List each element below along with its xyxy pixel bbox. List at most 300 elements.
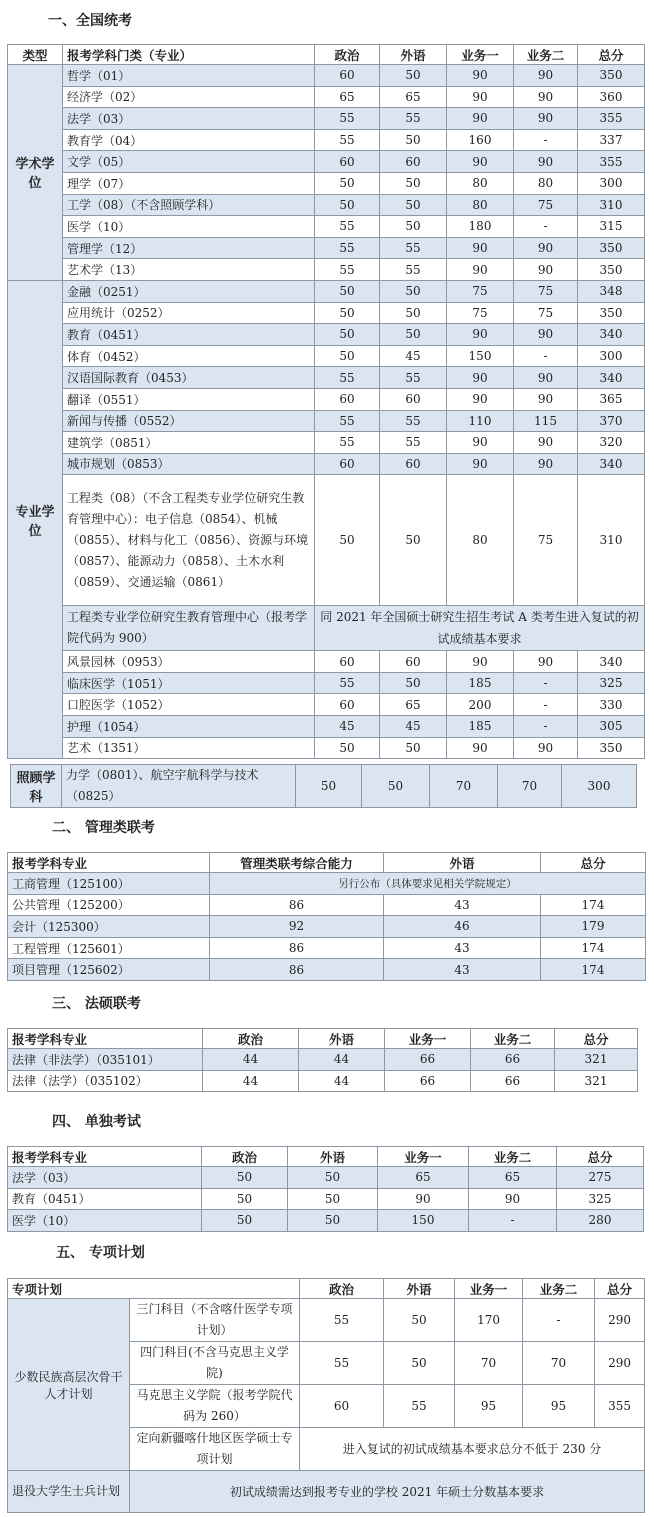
foreign-language-score: 45 xyxy=(380,345,447,367)
course-1-score: 90 xyxy=(447,324,514,346)
total-score: 290 xyxy=(595,1342,645,1385)
politics-score: 55 xyxy=(300,1342,384,1385)
course-1-score: 70 xyxy=(430,765,498,808)
subject-name: 金融（0251） xyxy=(63,280,315,302)
table-row xyxy=(8,1299,645,1342)
course-2-score: 90 xyxy=(514,737,578,759)
table-row xyxy=(8,324,645,346)
total-score: 174 xyxy=(541,959,646,981)
course-2-score: 90 xyxy=(514,432,578,454)
total-score: 315 xyxy=(578,216,645,238)
national-exam-table xyxy=(7,44,645,759)
header-course-1: 业务一 xyxy=(385,1029,471,1049)
total-score: 280 xyxy=(557,1210,644,1232)
plan-name: 退役大学生士兵计划 xyxy=(8,1471,130,1513)
header-total: 总分 xyxy=(541,853,646,873)
politics-score: 50 xyxy=(202,1167,288,1189)
header-total: 总分 xyxy=(557,1147,644,1167)
course-2-score: 66 xyxy=(471,1070,555,1092)
course-1-score: 90 xyxy=(447,367,514,389)
course-2-score: 115 xyxy=(514,410,578,432)
subject-name: 工程类专业学位研究生教育管理中心（报考学院代码为 900） xyxy=(63,606,315,651)
header-course-1: 业务一 xyxy=(455,1279,523,1299)
subject-name: 翻译（0551） xyxy=(63,388,315,410)
course-2-score: - xyxy=(514,672,578,694)
care-subject-row xyxy=(11,765,637,808)
total-score: 340 xyxy=(578,651,645,673)
header-foreign-language: 外语 xyxy=(384,1279,455,1299)
politics-score: 60 xyxy=(315,453,380,475)
section-3-title: 三、 法硕联考 xyxy=(52,996,141,1012)
course-2-score: 90 xyxy=(514,151,578,173)
course-1-score: 150 xyxy=(447,345,514,367)
section-4-title: 四、 单独考试 xyxy=(52,1114,141,1130)
subject-name: 理学（07） xyxy=(63,172,315,194)
table-row xyxy=(8,280,645,302)
course-1-score: 90 xyxy=(447,86,514,108)
header-total: 总分 xyxy=(595,1279,645,1299)
total-score: 321 xyxy=(555,1049,638,1071)
header-course-2: 业务二 xyxy=(469,1147,557,1167)
politics-score: 60 xyxy=(315,65,380,87)
course-1-score: 200 xyxy=(447,694,514,716)
header-foreign-language: 外语 xyxy=(299,1029,385,1049)
table-row xyxy=(8,737,645,759)
total-score: 174 xyxy=(541,894,646,916)
total-score: 321 xyxy=(555,1070,638,1092)
total-score: 174 xyxy=(541,937,646,959)
table-row xyxy=(8,1070,638,1092)
total-score: 350 xyxy=(578,259,645,281)
foreign-language-score: 50 xyxy=(288,1210,378,1232)
foreign-language-score: 60 xyxy=(380,388,447,410)
requirement-note: 进入复试的初试成绩基本要求总分不低于 230 分 xyxy=(300,1428,645,1471)
course-1-score: 90 xyxy=(447,259,514,281)
header-foreign-language: 外语 xyxy=(384,853,541,873)
politics-score: 55 xyxy=(315,237,380,259)
total-score: 340 xyxy=(578,453,645,475)
politics-score: 44 xyxy=(203,1049,299,1071)
section-2-title: 二、 管理类联考 xyxy=(52,820,155,836)
course-2-score: - xyxy=(514,716,578,738)
course-1-score: 180 xyxy=(447,216,514,238)
subject-name: 医学（10） xyxy=(8,1210,202,1232)
subject-name: 应用统计（0252） xyxy=(63,302,315,324)
table-row xyxy=(8,108,645,130)
course-1-score: 110 xyxy=(447,410,514,432)
subject-name: 工学（08）（不含照顾学科） xyxy=(63,194,315,216)
course-1-score: 90 xyxy=(447,108,514,130)
care-subject-label: 照顾学科 xyxy=(11,765,62,808)
management-exam-table xyxy=(7,852,646,981)
table-row xyxy=(8,453,645,475)
header-course-1: 业务一 xyxy=(447,45,514,65)
course-1-score: 66 xyxy=(385,1049,471,1071)
politics-score: 50 xyxy=(315,302,380,324)
course-2-score: 66 xyxy=(471,1049,555,1071)
total-score: 350 xyxy=(578,737,645,759)
foreign-language-score: 44 xyxy=(299,1049,385,1071)
total-score: 340 xyxy=(578,367,645,389)
course-1-score: 90 xyxy=(447,651,514,673)
foreign-language-score: 65 xyxy=(380,694,447,716)
table-row xyxy=(8,432,645,454)
subject-name: 建筑学（0851） xyxy=(63,432,315,454)
independent-exam-table xyxy=(7,1146,644,1232)
course-2-score: - xyxy=(523,1299,595,1342)
header-management-ability: 管理类联考综合能力 xyxy=(210,853,384,873)
subject-name: 新闻与传播（0552） xyxy=(63,410,315,432)
politics-score: 44 xyxy=(203,1070,299,1092)
politics-score: 55 xyxy=(315,367,380,389)
table-row xyxy=(8,894,646,916)
course-2-score: 90 xyxy=(514,324,578,346)
foreign-language-score: 50 xyxy=(380,65,447,87)
header-subject: 报考学科专业 xyxy=(8,853,210,873)
academic-degree-label: 学术学位 xyxy=(8,65,63,281)
table-row xyxy=(8,694,645,716)
header-type: 类型 xyxy=(8,45,63,65)
header-foreign-language: 外语 xyxy=(288,1147,378,1167)
course-2-score: 90 xyxy=(514,86,578,108)
total-score: 355 xyxy=(578,151,645,173)
course-1-score: 185 xyxy=(447,672,514,694)
politics-score: 60 xyxy=(315,651,380,673)
course-2-score: - xyxy=(514,216,578,238)
engineering-row xyxy=(8,475,645,606)
course-1-score: 75 xyxy=(447,280,514,302)
course-1-score: 90 xyxy=(447,453,514,475)
subject-name: 法学（03） xyxy=(8,1167,202,1189)
total-score: 310 xyxy=(578,475,645,606)
table-row xyxy=(8,1210,644,1232)
table-row xyxy=(8,194,645,216)
table-row xyxy=(8,672,645,694)
course-2-score: 75 xyxy=(514,194,578,216)
course-2-score: 70 xyxy=(523,1342,595,1385)
course-2-score: 75 xyxy=(514,302,578,324)
subject-name: 力学（0801）、航空宇航科学与技术（0825） xyxy=(62,765,296,808)
veteran-plan-row xyxy=(8,1471,645,1513)
politics-score: 55 xyxy=(315,129,380,151)
section-1-title: 一、全国统考 xyxy=(48,13,132,29)
table-row xyxy=(8,873,646,895)
total-score: 300 xyxy=(578,172,645,194)
foreign-language-score: 50 xyxy=(380,672,447,694)
course-1-score: 90 xyxy=(447,388,514,410)
header-politics: 政治 xyxy=(202,1147,288,1167)
table-row xyxy=(8,916,646,938)
course-2-score: 95 xyxy=(523,1385,595,1428)
header-subject: 报考学科专业 xyxy=(8,1147,202,1167)
foreign-language-score: 50 xyxy=(380,216,447,238)
foreign-language-score: 60 xyxy=(380,453,447,475)
course-2-score: 75 xyxy=(514,280,578,302)
table-row xyxy=(8,1049,638,1071)
foreign-language-score: 43 xyxy=(384,937,541,959)
table-row xyxy=(8,86,645,108)
course-2-score: - xyxy=(469,1210,557,1232)
engineering-center-row xyxy=(8,606,645,651)
table-row xyxy=(8,151,645,173)
subject-name: 法学（03） xyxy=(63,108,315,130)
foreign-language-score: 55 xyxy=(380,367,447,389)
subject-name: 风景园林（0953） xyxy=(63,651,315,673)
total-score: 365 xyxy=(578,388,645,410)
foreign-language-score: 60 xyxy=(380,651,447,673)
table-row xyxy=(8,1188,644,1210)
subject-name: 口腔医学（1052） xyxy=(63,694,315,716)
politics-score: 55 xyxy=(315,410,380,432)
subject-name: 医学（10） xyxy=(63,216,315,238)
total-score: 350 xyxy=(578,237,645,259)
politics-score: 50 xyxy=(315,280,380,302)
course-2-score: 90 xyxy=(514,108,578,130)
header-subject: 报考学科门类（专业） xyxy=(63,45,315,65)
course-1-score: 90 xyxy=(378,1188,469,1210)
total-score: 340 xyxy=(578,324,645,346)
subject-name: 教育学（04） xyxy=(63,129,315,151)
table-row xyxy=(8,65,645,87)
table-row xyxy=(8,1167,644,1189)
plan-subject: 四门科目(不含马克思主义学院) xyxy=(130,1342,300,1385)
politics-score: 50 xyxy=(315,345,380,367)
politics-score: 92 xyxy=(210,916,384,938)
course-2-score: 90 xyxy=(514,651,578,673)
header-course-2: 业务二 xyxy=(471,1029,555,1049)
politics-score: 45 xyxy=(315,716,380,738)
course-1-score: 66 xyxy=(385,1070,471,1092)
subject-name: 艺术（1351） xyxy=(63,737,315,759)
total-score: 290 xyxy=(595,1299,645,1342)
subject-name: 会计（125300） xyxy=(8,916,210,938)
header-course-2: 业务二 xyxy=(523,1279,595,1299)
course-2-score: 90 xyxy=(514,453,578,475)
foreign-language-score: 44 xyxy=(299,1070,385,1092)
course-2-score: 90 xyxy=(514,367,578,389)
total-score: 355 xyxy=(595,1385,645,1428)
subject-name: 教育（0451） xyxy=(63,324,315,346)
header-course-2: 业务二 xyxy=(514,45,578,65)
course-1-score: 80 xyxy=(447,194,514,216)
subject-name: 护理（1054） xyxy=(63,716,315,738)
total-score: 275 xyxy=(557,1167,644,1189)
course-1-score: 150 xyxy=(378,1210,469,1232)
professional-degree-label: 专业学位 xyxy=(8,280,63,758)
course-2-score: 90 xyxy=(514,388,578,410)
foreign-language-score: 50 xyxy=(380,280,447,302)
plan-subject: 三门科目（不含喀什医学专项计划） xyxy=(130,1299,300,1342)
course-2-score: 90 xyxy=(514,65,578,87)
foreign-language-score: 50 xyxy=(380,475,447,606)
foreign-language-score: 43 xyxy=(384,894,541,916)
special-plan-table xyxy=(7,1278,645,1513)
course-2-score: - xyxy=(514,694,578,716)
subject-name: 教育（0451） xyxy=(8,1188,202,1210)
politics-score: 55 xyxy=(300,1299,384,1342)
course-1-score: 90 xyxy=(447,151,514,173)
course-1-score: 160 xyxy=(447,129,514,151)
total-score: 348 xyxy=(578,280,645,302)
total-score: 179 xyxy=(541,916,646,938)
subject-name: 法律（法学）（035102） xyxy=(8,1070,203,1092)
course-2-score: 75 xyxy=(514,475,578,606)
foreign-language-score: 43 xyxy=(384,959,541,981)
law-exam-table xyxy=(7,1028,638,1092)
care-subject-table xyxy=(10,764,637,808)
subject-name: 管理学（12） xyxy=(63,237,315,259)
course-1-score: 80 xyxy=(447,475,514,606)
subject-name: 体育（0452） xyxy=(63,345,315,367)
table-row xyxy=(8,367,645,389)
requirement-note: 另行公布（具体要求见相关学院规定） xyxy=(210,873,646,895)
subject-name: 工程类（08）（不含工程类专业学位研究生教育管理中心）：电子信息（0854）、机械（0855）、材料与化工（0856）、资源与环境（0857）、能源动力（0858）、土木水利（0859）、交通运输（0861） xyxy=(63,475,315,606)
course-2-score: 90 xyxy=(514,259,578,281)
table-row xyxy=(8,172,645,194)
politics-score: 50 xyxy=(296,765,362,808)
course-1-score: 90 xyxy=(447,432,514,454)
minority-plan-label: 少数民族高层次骨干人才计划 xyxy=(8,1299,130,1471)
politics-score: 50 xyxy=(315,324,380,346)
politics-score: 50 xyxy=(315,194,380,216)
table-row xyxy=(8,716,645,738)
foreign-language-score: 50 xyxy=(380,194,447,216)
course-2-score: 65 xyxy=(469,1167,557,1189)
course-1-score: 80 xyxy=(447,172,514,194)
subject-name: 法律（非法学）（035101） xyxy=(8,1049,203,1071)
table-row xyxy=(8,216,645,238)
table-row xyxy=(8,237,645,259)
table-row xyxy=(8,651,645,673)
politics-score: 55 xyxy=(315,672,380,694)
total-score: 337 xyxy=(578,129,645,151)
foreign-language-score: 55 xyxy=(380,237,447,259)
foreign-language-score: 50 xyxy=(288,1167,378,1189)
subject-name: 艺术学（13） xyxy=(63,259,315,281)
total-score: 370 xyxy=(578,410,645,432)
subject-name: 哲学（01） xyxy=(63,65,315,87)
politics-score: 55 xyxy=(315,432,380,454)
header-subject: 报考学科专业 xyxy=(8,1029,203,1049)
total-score: 350 xyxy=(578,302,645,324)
foreign-language-score: 46 xyxy=(384,916,541,938)
foreign-language-score: 50 xyxy=(380,129,447,151)
total-score: 300 xyxy=(562,765,637,808)
total-score: 355 xyxy=(578,108,645,130)
politics-score: 60 xyxy=(300,1385,384,1428)
course-2-score: 70 xyxy=(498,765,562,808)
section-5-title: 五、 专项计划 xyxy=(56,1245,145,1261)
course-2-score: - xyxy=(514,129,578,151)
foreign-language-score: 65 xyxy=(380,86,447,108)
course-1-score: 75 xyxy=(447,302,514,324)
politics-score: 55 xyxy=(315,259,380,281)
table-row xyxy=(8,129,645,151)
foreign-language-score: 60 xyxy=(380,151,447,173)
politics-score: 60 xyxy=(315,694,380,716)
table-row xyxy=(8,259,645,281)
foreign-language-score: 55 xyxy=(380,432,447,454)
course-1-score: 90 xyxy=(447,737,514,759)
table-row xyxy=(8,345,645,367)
subject-name: 工程管理（125601） xyxy=(8,937,210,959)
politics-score: 86 xyxy=(210,937,384,959)
header-politics: 政治 xyxy=(300,1279,384,1299)
foreign-language-score: 50 xyxy=(288,1188,378,1210)
foreign-language-score: 50 xyxy=(384,1299,455,1342)
foreign-language-score: 50 xyxy=(380,324,447,346)
politics-score: 50 xyxy=(202,1210,288,1232)
foreign-language-score: 50 xyxy=(362,765,430,808)
politics-score: 50 xyxy=(202,1188,288,1210)
header-course-1: 业务一 xyxy=(378,1147,469,1167)
foreign-language-score: 55 xyxy=(380,108,447,130)
total-score: 360 xyxy=(578,86,645,108)
total-score: 330 xyxy=(578,694,645,716)
course-1-score: 170 xyxy=(455,1299,523,1342)
course-2-score: 90 xyxy=(469,1188,557,1210)
foreign-language-score: 45 xyxy=(380,716,447,738)
header-total: 总分 xyxy=(578,45,645,65)
course-2-score: 80 xyxy=(514,172,578,194)
table-row xyxy=(8,388,645,410)
politics-score: 50 xyxy=(315,475,380,606)
subject-name: 公共管理（125200） xyxy=(8,894,210,916)
foreign-language-score: 55 xyxy=(380,259,447,281)
course-1-score: 95 xyxy=(455,1385,523,1428)
total-score: 325 xyxy=(578,672,645,694)
politics-score: 60 xyxy=(315,388,380,410)
subject-name: 经济学（02） xyxy=(63,86,315,108)
course-1-score: 65 xyxy=(378,1167,469,1189)
politics-score: 86 xyxy=(210,959,384,981)
politics-score: 55 xyxy=(315,108,380,130)
header-foreign-language: 外语 xyxy=(380,45,447,65)
politics-score: 50 xyxy=(315,737,380,759)
subject-name: 文学（05） xyxy=(63,151,315,173)
course-1-score: 70 xyxy=(455,1342,523,1385)
header-special-plan: 专项计划 xyxy=(8,1279,300,1299)
table-row xyxy=(8,959,646,981)
foreign-language-score: 55 xyxy=(384,1385,455,1428)
subject-name: 临床医学（1051） xyxy=(63,672,315,694)
foreign-language-score: 50 xyxy=(380,172,447,194)
politics-score: 86 xyxy=(210,894,384,916)
table-row xyxy=(8,410,645,432)
course-2-score: - xyxy=(514,345,578,367)
table-row xyxy=(8,302,645,324)
subject-name: 工商管理（125100） xyxy=(8,873,210,895)
header-total: 总分 xyxy=(555,1029,638,1049)
requirement-note: 初试成绩需达到报考专业的学校 2021 年硕士分数基本要求 xyxy=(130,1471,645,1513)
politics-score: 50 xyxy=(315,172,380,194)
course-1-score: 185 xyxy=(447,716,514,738)
total-score: 320 xyxy=(578,432,645,454)
foreign-language-score: 50 xyxy=(380,302,447,324)
plan-subject: 定向新疆喀什地区医学硕士专项计划 xyxy=(130,1428,300,1471)
plan-subject: 马克思主义学院（报考学院代码为 260） xyxy=(130,1385,300,1428)
table-row xyxy=(8,937,646,959)
politics-score: 60 xyxy=(315,151,380,173)
course-2-score: 90 xyxy=(514,237,578,259)
total-score: 305 xyxy=(578,716,645,738)
total-score: 325 xyxy=(557,1188,644,1210)
subject-name: 城市规划（0853） xyxy=(63,453,315,475)
subject-name: 汉语国际教育（0453） xyxy=(63,367,315,389)
header-politics: 政治 xyxy=(203,1029,299,1049)
total-score: 350 xyxy=(578,65,645,87)
course-1-score: 90 xyxy=(447,237,514,259)
